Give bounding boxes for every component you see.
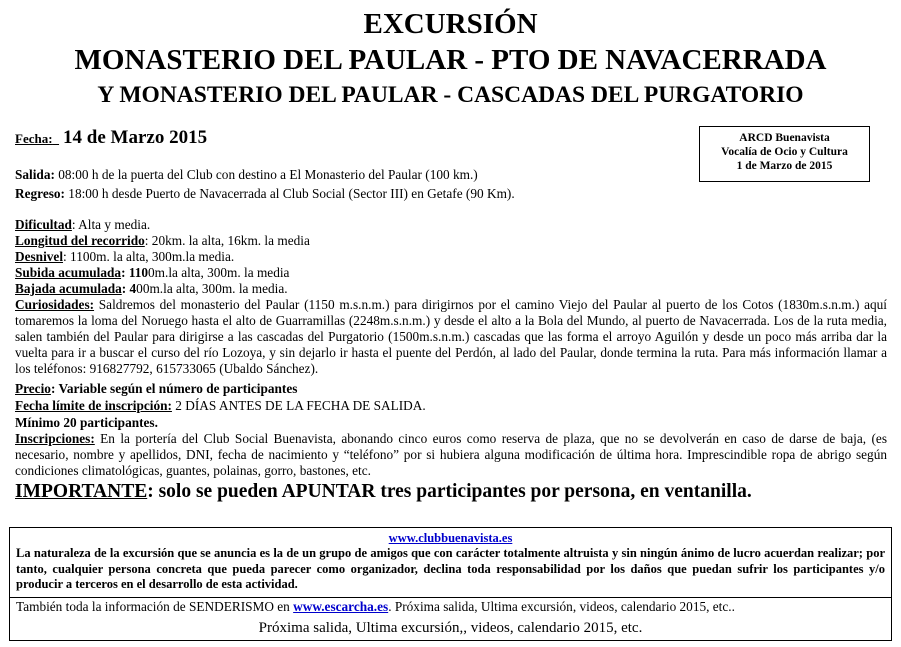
important-label: IMPORTANTE bbox=[15, 481, 148, 502]
elevation-text: : 1100m. la alta, 300m.la media. bbox=[63, 249, 235, 264]
descent-text: 00m.la alta, 300m. la media. bbox=[136, 281, 288, 296]
title-route-secondary: Y MONASTERIO DEL PAULAR - CASCADAS DEL PURGATORIO bbox=[97, 82, 804, 108]
descent-label: Bajada acumulada bbox=[15, 281, 122, 296]
return-label: Regreso: bbox=[15, 186, 65, 201]
important-text: : solo se pueden APUNTAR tres participantes por persona, en ventanilla. bbox=[147, 481, 752, 502]
curiosities-text: Saldremos del monasterio del Paular (1150 m.s.n.m.) para dirigirnos por el camino Viejo del Paular al puerto de los Cotos (1830m.s.n.m.) aquí tomaremos la loma del Noruego hasta el alto de Guarramillas (2248m.s.n.m.) y desde el alto a la Bola del Mundo, al puerto de Navacerrada. Los de la ruta media, salen también del Paular para dirigirse a las cascadas del Purgatorio (1500m.s.n.m.) cascadas que las forma el arroyo Aguilón y desde un poco más arriba dar la vuelta para ir a buscar el curso del río Lozoya, y sin dejarlo ir hasta el puente del Perdón, al lado del Paular, donde termina la ruta. Para más información llamar a los teléfonos: 916827792, 615733065 (Ubaldo Sánchez). bbox=[15, 297, 887, 376]
date-line bbox=[15, 127, 207, 149]
minimum-participants: Mínimo 20 participantes. bbox=[15, 415, 158, 430]
organizer-name: ARCD Buenavista bbox=[739, 132, 830, 144]
difficulty-line bbox=[15, 217, 150, 233]
difficulty-label: Dificultad bbox=[15, 217, 72, 232]
title-route-main: MONASTERIO DEL PAULAR - PTO DE NAVACERRADA bbox=[74, 44, 827, 76]
length-line bbox=[15, 233, 310, 249]
descent-bold: : 4 bbox=[121, 281, 137, 296]
organizer-department: Vocalía de Ocio y Cultura bbox=[721, 146, 848, 158]
disclaimer-text: La naturaleza de la excursión que se anuncia es la de un grupo de amigos que con carácter totalmente altruista y sin ningún ánimo de lucro acuerdan realizar; por tanto, cualquier persona concreta que pueda parecer como organizador, declina toda responsabilidad por los daños que puedan sufrir los participantes y/o producir a terceros en el desarrollo de esta actividad. bbox=[16, 546, 885, 591]
footer-prefix: También toda la información de SENDERISMO en bbox=[16, 599, 294, 614]
curiosities-label: Curiosidades: bbox=[15, 297, 95, 312]
footer-line-1 bbox=[16, 599, 735, 615]
ascent-label: Subida acumulada bbox=[15, 265, 122, 280]
length-label: Longitud del recorrido bbox=[15, 233, 145, 248]
escarcha-link[interactable]: www.escarcha.es bbox=[293, 599, 389, 614]
difficulty-text: : Alta y media. bbox=[71, 217, 151, 232]
departure-text: 08:00 h de la puerta del Club con destino a El Monasterio del Paular (100 km.) bbox=[54, 167, 478, 182]
price-text: : Variable según el número de participantes bbox=[50, 381, 298, 396]
registration-label: Inscripciones: bbox=[15, 431, 95, 446]
price-label: Precio bbox=[15, 381, 51, 396]
date-label: Fecha: bbox=[15, 131, 53, 146]
ascent-bold: : 110 bbox=[121, 265, 149, 280]
date-value: 14 de Marzo 2015 bbox=[63, 127, 208, 148]
elevation-label: Desnivel bbox=[15, 249, 64, 264]
curiosities-paragraph bbox=[15, 297, 887, 377]
organizer-box bbox=[699, 126, 870, 182]
ascent-text: 0m.la alta, 300m. la media bbox=[148, 265, 290, 280]
footer-box bbox=[9, 597, 892, 641]
deadline-text: 2 DÍAS ANTES DE LA FECHA DE SALIDA. bbox=[171, 398, 426, 413]
return-line bbox=[15, 186, 515, 202]
footer-line-2: Próxima salida, Ultima excursión,, videos, calendario 2015, etc. bbox=[258, 620, 643, 636]
return-text: 18:00 h desde Puerto de Navacerrada al Club Social (Sector III) en Getafe (90 Km). bbox=[64, 186, 515, 201]
deadline-line bbox=[15, 398, 426, 414]
footer-suffix: . Próxima salida, Ultima excursión, videos, calendario 2015, etc.. bbox=[388, 599, 735, 614]
title-excursion: EXCURSIÓN bbox=[363, 8, 538, 40]
descent-line bbox=[15, 281, 288, 297]
elevation-line bbox=[15, 249, 234, 265]
registration-text: En la portería del Club Social Buenavista, abonando cinco euros como reserva de plaza, que no se devolverán en caso de darse de baja, (es necesario, nombre y apellidos, DNI, fecha de nacimiento y “teléfono” por si hubiera alguna modificación de última hora. Imprescindible ropa de abrigo según condiciones climatológicas, guantes, polainas, gorro, bastones, etc. bbox=[15, 431, 887, 478]
registration-paragraph bbox=[15, 431, 887, 479]
ascent-line bbox=[15, 265, 289, 281]
price-line bbox=[15, 381, 297, 397]
departure-line bbox=[15, 167, 478, 183]
organizer-date: 1 de Marzo de 2015 bbox=[736, 160, 833, 172]
deadline-label: Fecha límite de inscripción: bbox=[15, 398, 172, 413]
departure-label: Salida: bbox=[15, 167, 55, 182]
club-website-link[interactable]: www.clubbuenavista.es bbox=[388, 531, 513, 545]
length-text: : 20km. la alta, 16km. la media bbox=[144, 233, 310, 248]
important-notice bbox=[15, 481, 752, 503]
disclaimer-box bbox=[9, 527, 892, 598]
